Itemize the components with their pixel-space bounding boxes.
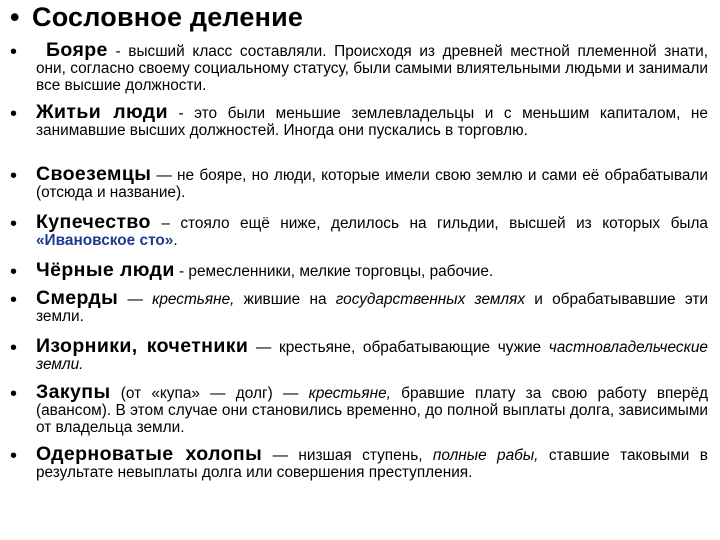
bullet-icon: • bbox=[10, 337, 18, 359]
bullet-icon: • bbox=[10, 261, 18, 283]
item-text: Закупы (от «купа» — долг) — крестьяне, бравшие плату за свою работу вперёд (авансом). В этом случае они становились временно, до полной выплаты долга, зависимыми от владельца земли. bbox=[36, 381, 708, 436]
item-text: Одерноватые холопы — низшая ступень, полные рабы, ставшие таковыми в результате невыплаты долга или совершения преступления. bbox=[36, 443, 708, 481]
item-term: Закупы bbox=[36, 381, 111, 403]
bullet-icon: • bbox=[10, 445, 18, 467]
item-term: Одерноватые холопы bbox=[36, 443, 263, 465]
item-text: Смерды — крестьяне, жившие на государственных землях и обрабатывавшие эти земли. bbox=[36, 287, 708, 325]
item-description: - ремесленники, мелкие торговцы, рабочие. bbox=[174, 263, 494, 280]
item-text bbox=[36, 259, 708, 281]
item-term: Своеземцы bbox=[36, 163, 152, 185]
bullet-icon: • bbox=[10, 41, 18, 63]
bullet-icon: • bbox=[10, 165, 18, 187]
item-text bbox=[36, 163, 708, 201]
item-term: Житьи люди bbox=[36, 101, 168, 123]
item-term: Смерды bbox=[36, 287, 119, 309]
item-text: Изорники, кочетники — крестьяне, обрабатывающие чужие частновладельческие земли. bbox=[36, 335, 708, 373]
highlight-ivanovskoe-sto: «Ивановское сто» bbox=[36, 232, 174, 249]
item-term: Купечество bbox=[36, 211, 151, 233]
slide-title bbox=[10, 2, 303, 33]
bullet-icon: • bbox=[10, 103, 18, 125]
item-description: — не бояре, но люди, которые имели свою землю и сами её обрабатывали (отсюда и название). bbox=[36, 167, 708, 201]
item-term: Бояре bbox=[46, 39, 108, 61]
item-text bbox=[36, 101, 708, 139]
item-description: - высший класс составляли. Происходя из древней местной племенной знати, они, согласно своему социальному статусу, были самыми влиятельными людьми и занимали все высшие должности. bbox=[36, 43, 708, 94]
bullet-icon: • bbox=[10, 213, 18, 235]
item-text: Купечество – стояло ещё ниже, делилось на гильдии, высшей из которых была «Ивановское сто». bbox=[36, 211, 708, 249]
bullet-icon: • bbox=[10, 289, 18, 311]
bullet-icon: • bbox=[10, 383, 18, 405]
title-text: Сословное деление bbox=[32, 2, 304, 32]
item-text bbox=[36, 39, 708, 94]
title-bullet: • bbox=[10, 2, 20, 32]
item-term: Изорники, кочетники bbox=[36, 335, 249, 357]
item-description: - это были меньшие землевладельцы и с меньшим капиталом, не занимавшие высших должностей. Иногда они пускались в торговлю. bbox=[36, 105, 708, 139]
item-term: Чёрные люди bbox=[36, 259, 175, 281]
